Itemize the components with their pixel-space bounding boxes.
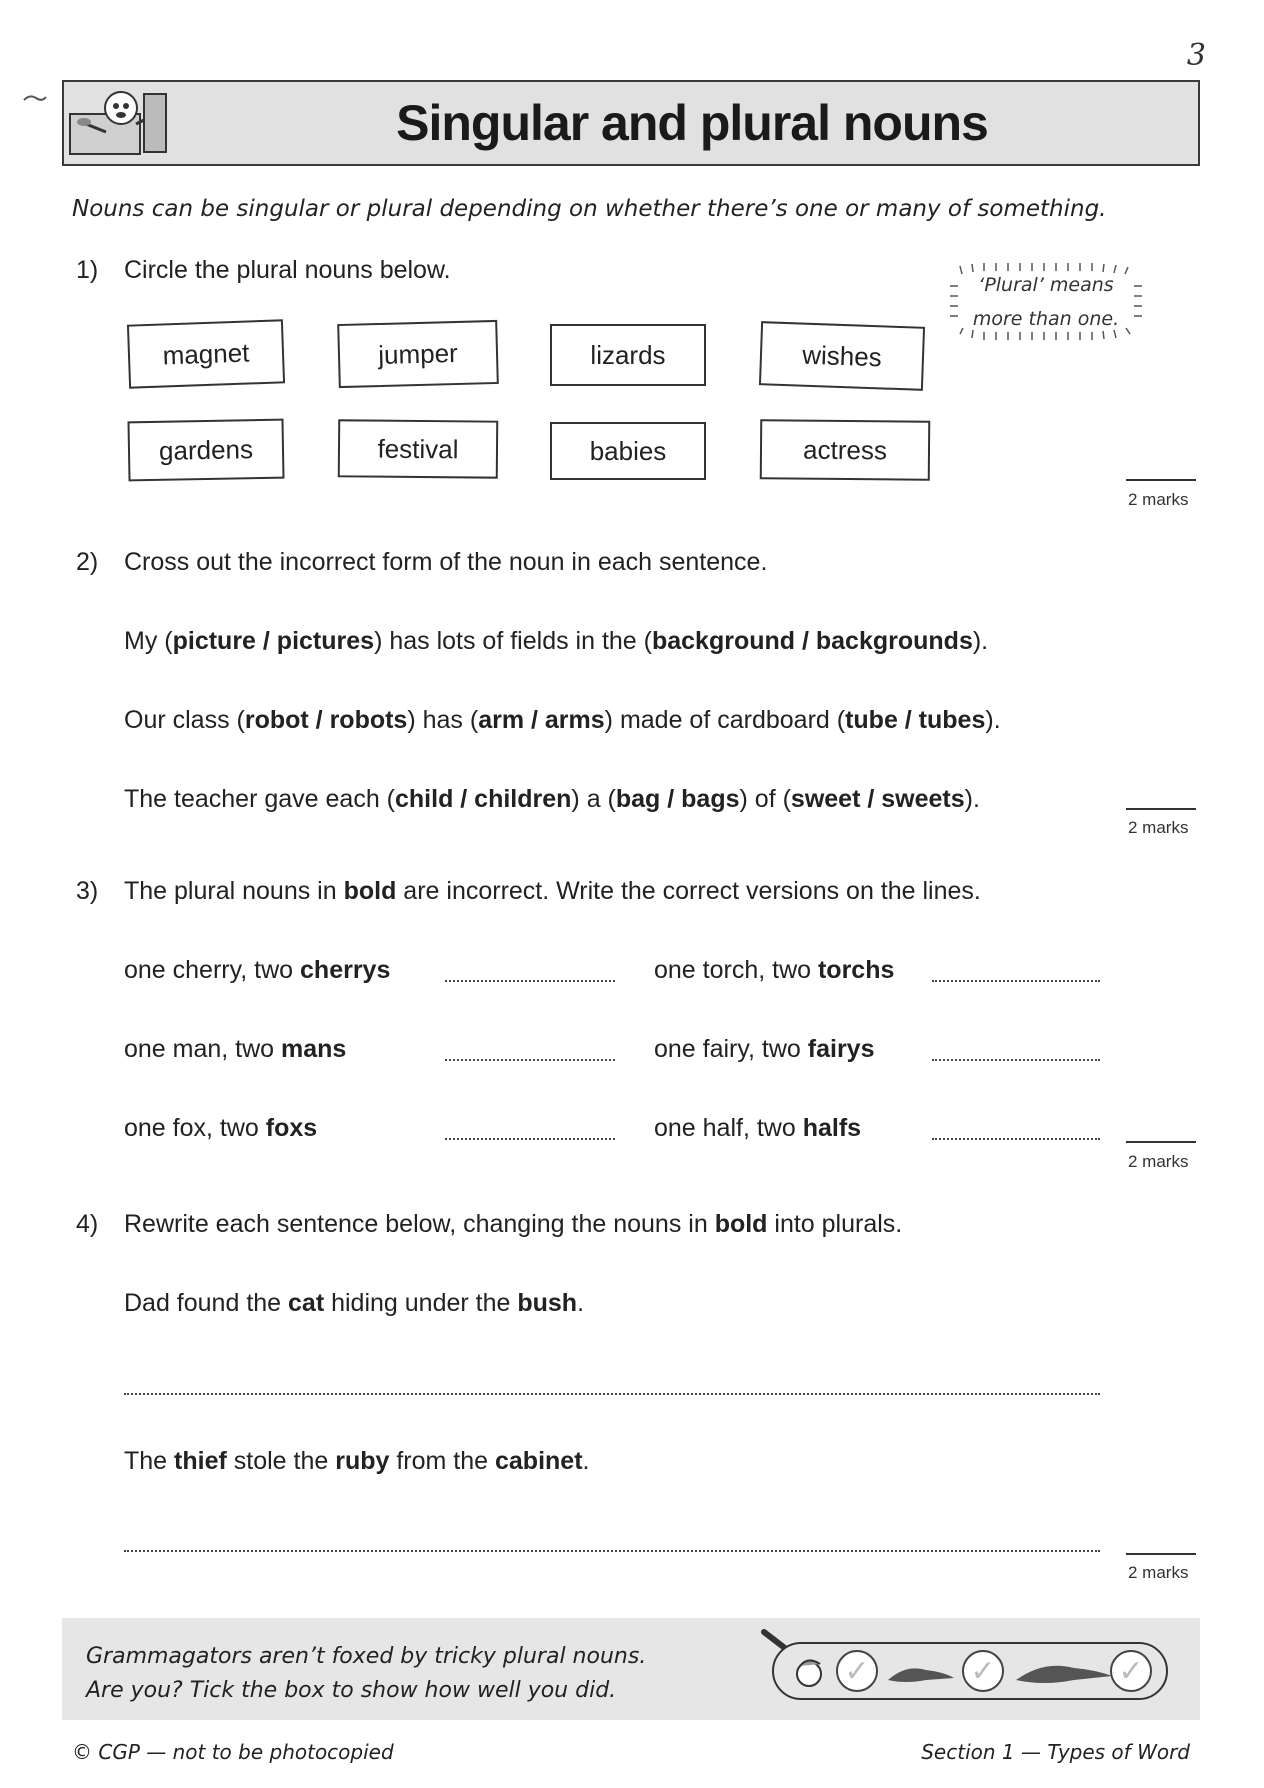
q1-number: 1): [76, 256, 99, 284]
word-card[interactable]: magnet: [127, 319, 285, 388]
q1-marks: 2 marks: [1128, 490, 1189, 509]
answer-line[interactable]: [932, 980, 1100, 982]
hint-line-2: more than one.: [972, 308, 1120, 330]
small-gator-icon: [886, 1658, 956, 1688]
tick-box-3[interactable]: ✓: [1110, 1650, 1152, 1692]
q4-marks: 2 marks: [1128, 1563, 1189, 1582]
marks-line: [1126, 479, 1196, 481]
q2-text: Cross out the incorrect form of the noun in each sentence.: [124, 548, 768, 576]
q4-number: 4): [76, 1210, 99, 1238]
word-card[interactable]: festival: [338, 419, 499, 478]
answer-line[interactable]: [124, 1393, 1100, 1395]
word-card[interactable]: lizards: [550, 324, 706, 386]
copyright: © CGP — not to be photocopied: [72, 1740, 394, 1764]
self-assessment-line-1: Grammagators aren’t foxed by tricky plural nouns.: [86, 1644, 647, 1669]
tick-box-1[interactable]: ✓: [836, 1650, 878, 1692]
hint-line-1: ‘Plural’ means: [978, 274, 1114, 296]
q3-number: 3): [76, 877, 99, 905]
scribble-icon: [22, 92, 48, 104]
q3-item: one man, two mans: [124, 1035, 347, 1063]
q2-marks: 2 marks: [1128, 818, 1189, 837]
big-gator-icon: [1014, 1656, 1114, 1688]
answer-line[interactable]: [445, 980, 615, 982]
q4-sentence-1: Dad found the cat hiding under the bush.: [124, 1289, 585, 1317]
self-assessment-panel: [772, 1642, 1168, 1700]
word-card[interactable]: gardens: [127, 419, 284, 482]
q2-sentence-2: Our class (robot / robots) has (arm / arms) made of cardboard (tube / tubes).: [124, 706, 1001, 734]
q1-text: Circle the plural nouns below.: [124, 256, 451, 284]
option[interactable]: arm / arms: [478, 706, 605, 734]
option[interactable]: sweet / sweets: [790, 785, 965, 813]
tick-box-2[interactable]: ✓: [962, 1650, 1004, 1692]
q4-text: Rewrite each sentence below, changing the nouns in bold into plurals.: [124, 1210, 903, 1238]
section-label: Section 1 — Types of Word: [921, 1740, 1190, 1764]
answer-line[interactable]: [932, 1059, 1100, 1061]
q2-number: 2): [76, 548, 99, 576]
word-card[interactable]: wishes: [759, 321, 925, 391]
option[interactable]: tube / tubes: [845, 706, 986, 734]
page-title: Singular and plural nouns: [396, 95, 988, 151]
page-number: 3: [1186, 38, 1206, 73]
q3-text: The plural nouns in bold are incorrect. Write the correct versions on the lines.: [124, 877, 981, 905]
marks-line: [1126, 1141, 1196, 1143]
marks-line: [1126, 808, 1196, 810]
hint-note: [948, 258, 1144, 348]
answer-line[interactable]: [932, 1138, 1100, 1140]
self-assessment-line-2: Are you? Tick the box to show how well you did.: [86, 1678, 617, 1703]
option[interactable]: robot / robots: [244, 706, 408, 734]
q3-item: one fairy, two fairys: [654, 1035, 875, 1063]
option[interactable]: child / children: [395, 785, 572, 813]
word-card[interactable]: babies: [550, 422, 706, 480]
q3-item: one half, two halfs: [654, 1114, 862, 1142]
q3-item: one torch, two torchs: [654, 956, 895, 984]
intro-text: Nouns can be singular or plural depending on whether there’s one or many of something.: [72, 196, 1107, 222]
marks-line: [1126, 1553, 1196, 1555]
answer-line[interactable]: [124, 1550, 1100, 1552]
q3-marks: 2 marks: [1128, 1152, 1189, 1171]
option[interactable]: bag / bags: [615, 785, 740, 813]
q2-sentence-3: The teacher gave each (child / children) a (bag / bags) of (sweet / sweets).: [124, 785, 980, 813]
egg-gator-icon: [792, 1654, 826, 1688]
word-card[interactable]: actress: [760, 419, 931, 480]
answer-line[interactable]: [445, 1059, 615, 1061]
q4-sentence-2: The thief stole the ruby from the cabinet.: [124, 1447, 590, 1475]
option[interactable]: background / backgrounds: [651, 627, 973, 655]
q2-sentence-1: My (picture / pictures) has lots of fields in the (background / backgrounds).: [124, 627, 989, 655]
q3-item: one fox, two foxs: [124, 1114, 318, 1142]
q3-item: one cherry, two cherrys: [124, 956, 391, 984]
word-card[interactable]: jumper: [337, 320, 499, 388]
option[interactable]: picture / pictures: [172, 627, 375, 655]
answer-line[interactable]: [445, 1138, 615, 1140]
